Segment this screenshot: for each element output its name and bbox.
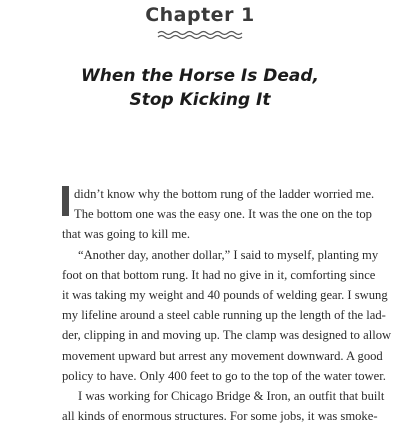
text-line: all kinds of enormous structures. For some jobs, it was smoke- (62, 409, 378, 424)
text-line: that was going to kill me. (62, 227, 191, 242)
text-line: my lifeline around a steel cable running up the length of the lad- (62, 308, 386, 323)
text-line: der, clipping in and moving up. The clamp was designed to allow (62, 328, 392, 343)
chapter-title-line-2: Stop Kicking It (129, 90, 271, 110)
wave-ornament (158, 30, 244, 40)
body-text (62, 184, 402, 426)
text-line: “Another day, another dollar,” I said to myself, planting my (78, 247, 379, 262)
text-line: didn’t know why the bottom rung of the ladder worried me. (74, 187, 375, 201)
chapter-title (0, 64, 400, 112)
text-line: I was working for Chicago Bridge & Iron, an outfit that built (78, 388, 385, 403)
chapter-title-line-1: When the Horse Is Dead, (80, 66, 320, 86)
text-line: movement upward but arrest any movement downward. A good (62, 348, 383, 363)
text-line: foot on that bottom rung. It had no give in it, comforting since (62, 267, 376, 282)
chapter-label: Chapter 1 (145, 4, 255, 26)
text-line: policy to have. Only 400 feet to go to the top of the water tower. (62, 368, 386, 383)
text-line: The bottom one was the easy one. It was the one on the top (74, 207, 372, 222)
text-line: it was taking my weight and 40 pounds of welding gear. I swung (62, 287, 388, 302)
